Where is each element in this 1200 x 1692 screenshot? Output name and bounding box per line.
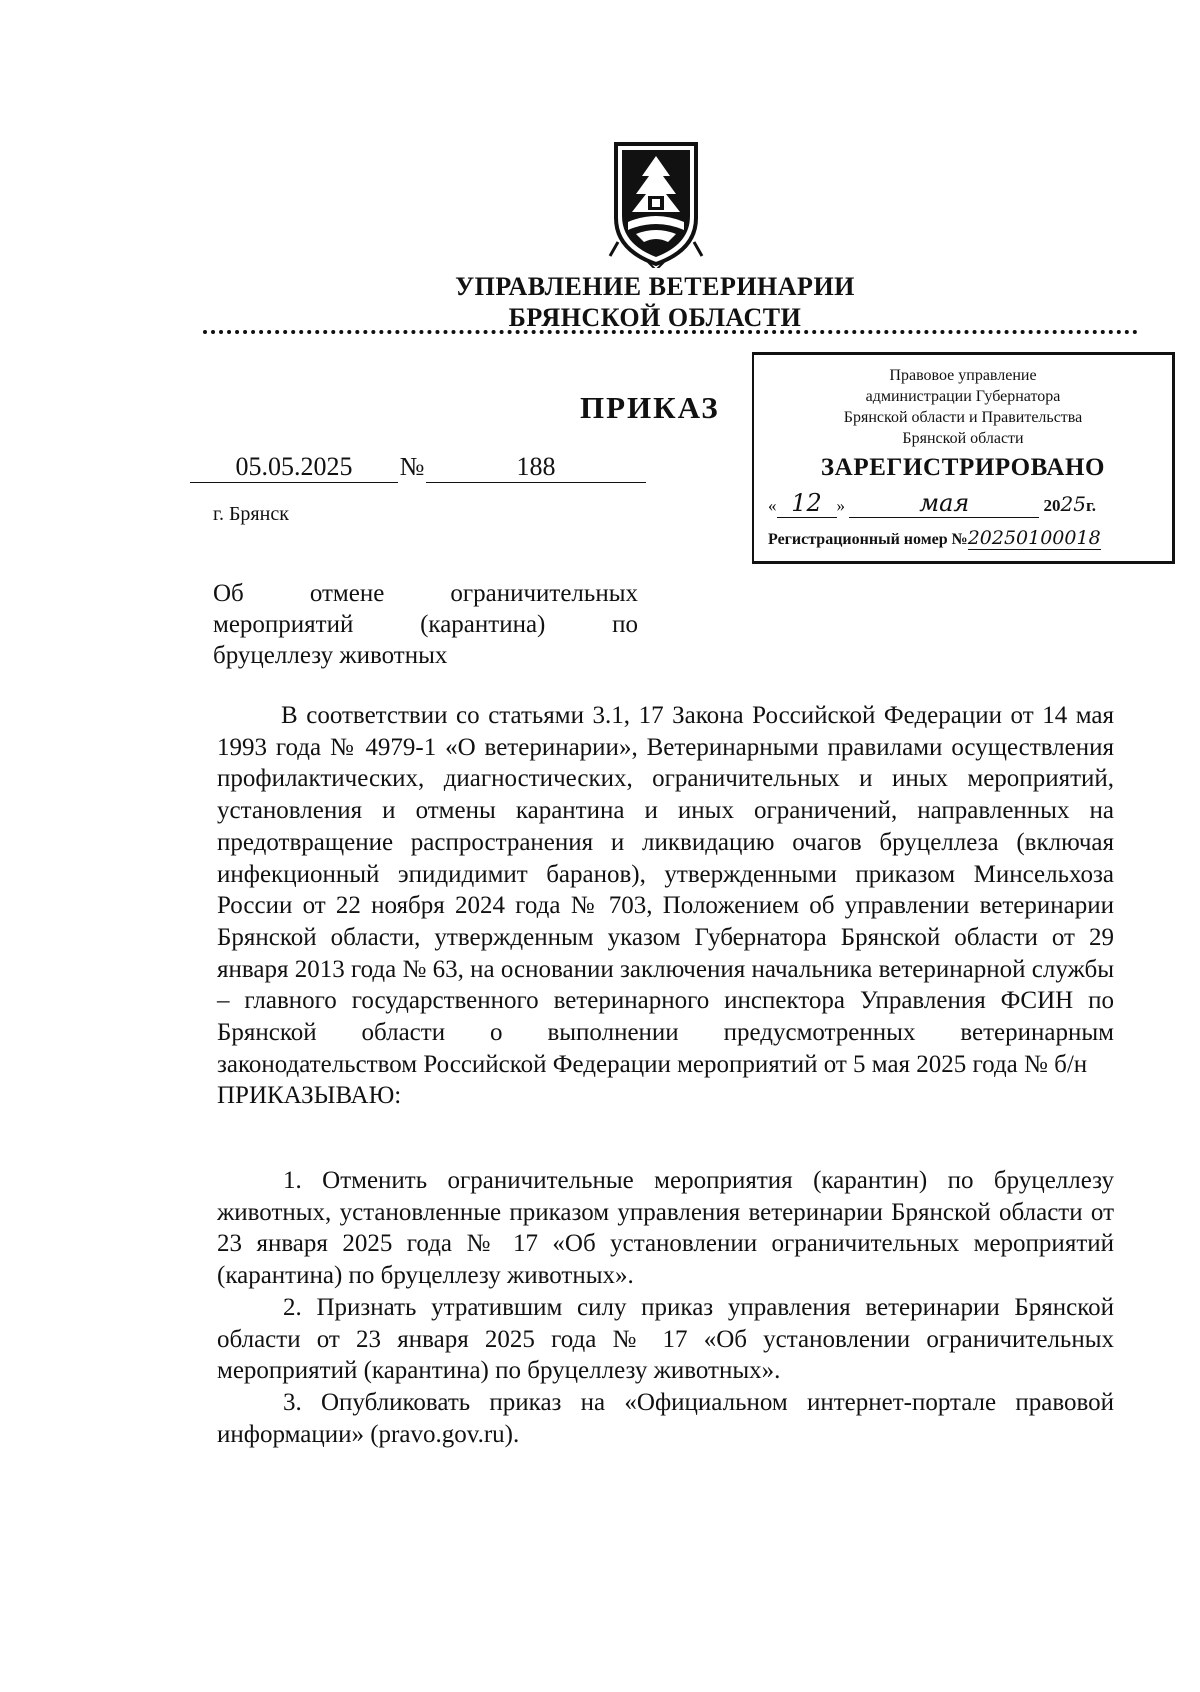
order-item-1: 1. Отменить ограничительные мероприятия (карантин) по бруцеллезу животных, установленные приказом управления ветеринарии Брянской области от 23 января 2025 года № 17 «Об установлении ограничительных мероприятий (карантина) по бруцеллезу животных». — [217, 1167, 1114, 1290]
order-word: ПРИКАЗЫВАЮ: — [217, 1082, 402, 1110]
document-type: ПРИКАЗ — [580, 390, 720, 425]
stamp-year-prefix: 20 — [1043, 496, 1061, 515]
org-name-line2: БРЯНСКОЙ ОБЛАСТИ — [508, 303, 802, 332]
stamp-line4: Брянской области — [902, 430, 1024, 447]
org-name-line1: УПРАВЛЕНИЕ ВЕТЕРИНАРИИ — [455, 272, 855, 301]
title-line3: бруцеллезу животных — [213, 642, 448, 669]
order-item-2: 2. Признать утратившим силу приказ управления ветеринарии Брянской области от 23 января 2025 года № 17 «Об установлении ограничительных мероприятий (карантина) по бруцеллезу животных». — [217, 1293, 1114, 1385]
stamp-registered: ЗАРЕГИСТРИРОВАНО — [820, 454, 1106, 481]
preamble-paragraph: В соответствии со статьями 3.1, 17 Закона Российской Федерации от 14 мая 1993 года № 4979-1 «О ветеринарии», Ветеринарными правилами осуществления профилактических, диагностических, ограничительных и иных мероприятий, установления и отмены карантина и иных ограничений, направленных на предотвращение распространения и ликвидацию очагов бруцеллеза (включая инфекционный эпидидимит баранов), утвержденными приказом Минсельхоза России от 22 ноября 2024 года № 703, Положением об управлении ветеринарии Брянской области, утвержденным указом Губернатора Брянской области от 29 января 2013 года № 63, на основании заключения начальника ветеринарной службы – главного государственного ветеринарного инспектора Управления ФСИН по Брянской области о выполнении предусмотренных ветеринарным законодательством Российской Федерации мероприятий от 5 мая 2025 года № б/н — [217, 702, 1114, 1078]
title-line1: Об отмене ограничительных — [213, 580, 638, 607]
stamp-regnum: 20250100018 — [967, 527, 1101, 549]
stamp-regnum-label: Регистрационный номер № — [768, 531, 968, 548]
header-dotted-divider — [203, 330, 1138, 340]
document-date-number — [190, 452, 646, 483]
stamp-line1: Правовое управление — [889, 367, 1037, 384]
stamp-line2: администрации Губернатора — [865, 388, 1061, 405]
document-city: г. Брянск — [213, 503, 289, 525]
title-line2: мероприятий (карантина) по — [213, 611, 638, 638]
document-date: 05.05.2025 — [190, 452, 398, 483]
document-title — [213, 578, 638, 671]
stamp-day: 12 — [777, 489, 837, 518]
stamp-date-line: « 12 » мая 2025г. — [768, 489, 1097, 517]
coat-of-arms-emblem — [608, 138, 704, 268]
stamp-year-unit: г. — [1085, 496, 1097, 515]
stamp-month: мая — [849, 489, 1039, 518]
order-items — [217, 1165, 1114, 1450]
number-label: № — [399, 452, 425, 481]
document-body — [217, 700, 1114, 1112]
document-number: 188 — [426, 452, 646, 483]
registration-stamp — [752, 352, 1175, 564]
stamp-year-suffix: 25 — [1060, 492, 1086, 516]
stamp-regnum-line — [768, 527, 1101, 549]
order-item-3: 3. Опубликовать приказ на «Официальном интернет-портале правовой информации» (pravo.gov.ru). — [217, 1388, 1114, 1448]
stamp-line3: Брянской области и Правительства — [843, 409, 1083, 426]
